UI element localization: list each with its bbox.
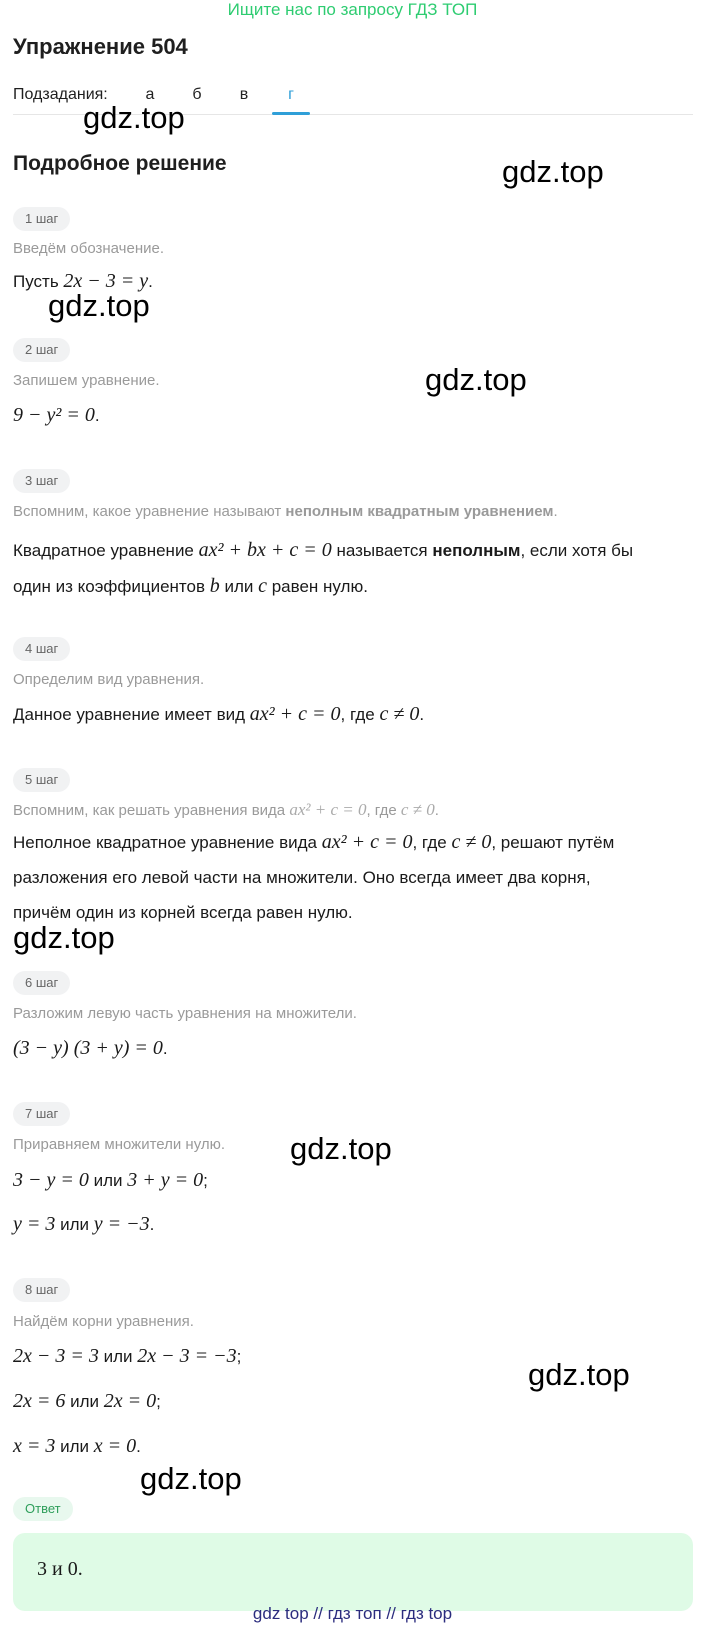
answer-box (13, 1533, 693, 1611)
step-line: причём один из корней всегда равен нулю. (13, 903, 353, 922)
formula: c ≠ 0 (379, 703, 420, 725)
answer-text: 3 и 0. (37, 1558, 83, 1580)
watermark: gdz.top (140, 1461, 242, 1496)
footer-links[interactable]: gdz top // гдз топ // гдз top (252, 1604, 453, 1623)
step-badge: 8 шаг (13, 1278, 70, 1302)
formula: c ≠ 0 (451, 831, 492, 853)
step-line: Квадратное уравнение ax² + bx + c = 0 называется неполным, если хотя бы (13, 539, 634, 561)
watermark: gdz.top (528, 1357, 630, 1392)
formula: b (209, 575, 220, 597)
section-title: Подробное решение (13, 152, 227, 175)
subtasks-label: Подзадания: (13, 86, 108, 103)
formula: (3 − y) (3 + y) = 0 (13, 1037, 163, 1059)
formula: 3 + y = 0 (127, 1169, 204, 1191)
page-title: Упражнение 504 (13, 34, 188, 59)
step-line: y = 3 или y = −3. (13, 1213, 155, 1235)
step-badge: 7 шаг (13, 1102, 70, 1126)
step-line: Данное уравнение имеет вид ax² + c = 0, где c ≠ 0. (13, 703, 425, 725)
tab-a[interactable]: а (145, 86, 155, 103)
watermark: gdz.top (290, 1131, 392, 1166)
tab-b[interactable]: б (192, 86, 202, 103)
formula: 2x − 3 = y (63, 270, 149, 292)
formula: ax² + c = 0 (249, 703, 341, 725)
formula: 2x − 3 = 3 (13, 1345, 99, 1367)
formula: x = 3 (13, 1435, 56, 1457)
step-line: 2x = 6 или 2x = 0; (13, 1390, 161, 1412)
step-note: Разложим левую часть уравнения на множители. (13, 1005, 357, 1022)
search-banner: Ищите нас по запросу ГДЗ ТОП (227, 0, 478, 19)
step-line: разложения его левой части на множители. Оно всегда имеет два корня, (13, 868, 591, 887)
step-line: 2x − 3 = 3 или 2x − 3 = −3; (13, 1345, 242, 1367)
step-line: (3 − y) (3 + y) = 0. (13, 1037, 168, 1059)
tab-v[interactable]: в (239, 86, 249, 103)
formula: y = 3 (13, 1213, 56, 1235)
step-line: Неполное квадратное уравнение вида ax² + c = 0, где c ≠ 0, решают путём (13, 831, 615, 853)
formula: ax² + c = 0 (321, 831, 413, 853)
step-badge: 5 шаг (13, 768, 70, 792)
step-note: Вспомним, какое уравнение называют неполным квадратным уравнением. (13, 503, 558, 520)
formula: 2x = 0 (103, 1390, 157, 1412)
formula: c ≠ 0 (400, 800, 435, 819)
step-note: Введём обозначение. (13, 240, 165, 257)
formula: 3 − y = 0 (13, 1169, 89, 1191)
step-badge: 3 шаг (13, 469, 70, 493)
watermark: gdz.top (13, 920, 115, 955)
step-line: один из коэффициентов b или c равен нулю. (13, 575, 368, 597)
active-tab-indicator (272, 112, 310, 115)
formula: y = −3 (93, 1213, 150, 1235)
step-line: 3 − y = 0 или 3 + y = 0; (13, 1169, 208, 1191)
step-note: Вспомним, как решать уравнения вида ax² + c = 0, где c ≠ 0. (13, 800, 439, 819)
formula: c (258, 575, 267, 597)
step-badge: 2 шаг (13, 338, 70, 362)
tab-g[interactable]: г (288, 86, 294, 103)
step-note: Запишем уравнение. (13, 372, 160, 389)
step-note: Приравняем множители нулю. (13, 1136, 226, 1153)
answer-badge: Ответ (13, 1497, 73, 1521)
watermark: gdz.top (83, 100, 185, 135)
watermark: gdz.top (48, 288, 150, 323)
formula: 9 − y² = 0 (13, 404, 95, 426)
step-line: x = 3 или x = 0. (13, 1435, 141, 1457)
step-badge: 4 шаг (13, 637, 70, 661)
step-badge: 6 шаг (13, 971, 70, 995)
formula: 2x − 3 = −3 (137, 1345, 237, 1367)
formula: ax² + c = 0 (289, 800, 367, 819)
step-note: Найдём корни уравнения. (13, 1313, 194, 1330)
step-badge: 1 шаг (13, 207, 70, 231)
watermark: gdz.top (425, 362, 527, 397)
formula: 2x = 6 (13, 1390, 66, 1412)
step-line: 9 − y² = 0. (13, 404, 100, 426)
formula: x = 0 (93, 1435, 137, 1457)
step-note: Определим вид уравнения. (13, 671, 205, 688)
step-line: Пусть 2x − 3 = y. (13, 270, 153, 292)
watermark: gdz.top (502, 154, 604, 189)
formula: ax² + bx + c = 0 (198, 539, 332, 561)
